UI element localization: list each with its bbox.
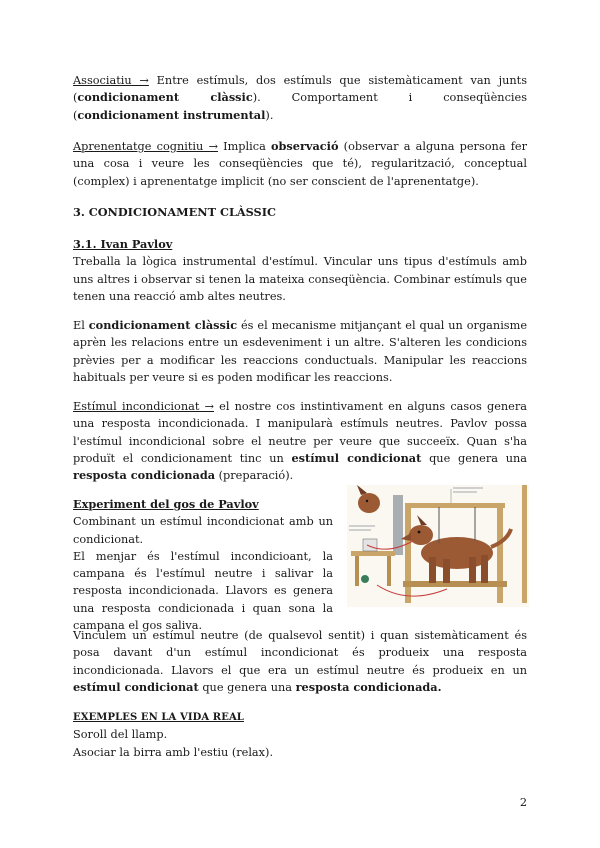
subsection-title: 3.1. Ivan Pavlov	[73, 237, 173, 251]
page-number: 2	[519, 796, 527, 809]
paragraph-vinculem: Vinculem un estímul neutre (de qualsevol sentit) i quan sistemàticament és posa davant d'un estímul incondicionat és produeix una resposta incondicionada. Llavors el que era un estímul neutre és produeix en un estímul condicionat que genera una resposta condicionada.	[73, 629, 527, 694]
pavlov-intro: Treballa la lògica instrumental d'estímul. Vincular uns tipus d'estímuls amb uns altres i observar si tenen la mateixa conseqüència. Combinar estímuls que tenen una reacció amb altes neutres.	[73, 255, 527, 303]
paragraph-associatiu: Associatiu → Entre estímuls, dos estímuls que sistemàticament van junts (condicionament clàssic). Comportament i conseqüències (condicionament instrumental).	[73, 74, 527, 122]
term-cognitiu: Aprenentatge cognitiu →	[73, 140, 218, 153]
exemple-item: Asociar la birra amb l'estiu (relax).	[73, 745, 274, 759]
exemples-title: EXEMPLES EN LA VIDA REAL	[73, 712, 244, 723]
term-incondicionat: Estímul incondicionat →	[73, 400, 215, 413]
paragraph-condicionament: El condicionament clàssic és el mecanisme mitjançant el qual un organisme aprèn les relacions entre un esdeveniment i un altre. S'alteren les condicions prèvies per a modificar les reaccions conductuals. Manipular les reaccions habituals per veure si es poden modificar les reaccions.	[73, 318, 528, 384]
pavlov-dog-icon	[347, 485, 529, 607]
section-title: 3. CONDICIONAMENT CLÀSSIC	[73, 205, 276, 219]
exemple-item: Soroll del llamp.	[73, 728, 168, 742]
paragraph-incondicionat: Estímul incondicionat → el nostre cos instintivament en alguns casos genera una resposta incondicionada. I manipularà estímuls neutres. Pavlov possa l'estímul incondicional sobre el neutre per veure que succeeïx. Quan s'ha produït el condicionament tinc un estímul condicionat que genera una resposta condicionada (preparació).	[73, 400, 527, 483]
paragraph-experiment: Experiment del gos de Pavlov Combinant un estímul incondicionat amb un condicionat. El menjar és l'estímul incondicioant, la campana és l'estímul neutre i salivar la resposta incondicionada. Llavors es genera una resposta condicionada i quan sona la campana el gos saliva.	[73, 497, 333, 633]
term-associatiu: Associatiu →	[73, 74, 149, 87]
subsection-pavlov	[73, 236, 527, 305]
paragraph-cognitiu: Aprenentatge cognitiu → Implica observació (observar a alguna persona fer una cosa i veure les conseqüències que té), regularització, conceptual (complex) i aprenentatge implicit (no ser conscient de l'aprenentatge).	[73, 139, 527, 188]
pavlov-dog-illustration	[347, 485, 529, 607]
paragraph-exemples	[73, 709, 527, 761]
experiment-title: Experiment del gos de Pavlov	[73, 497, 259, 511]
